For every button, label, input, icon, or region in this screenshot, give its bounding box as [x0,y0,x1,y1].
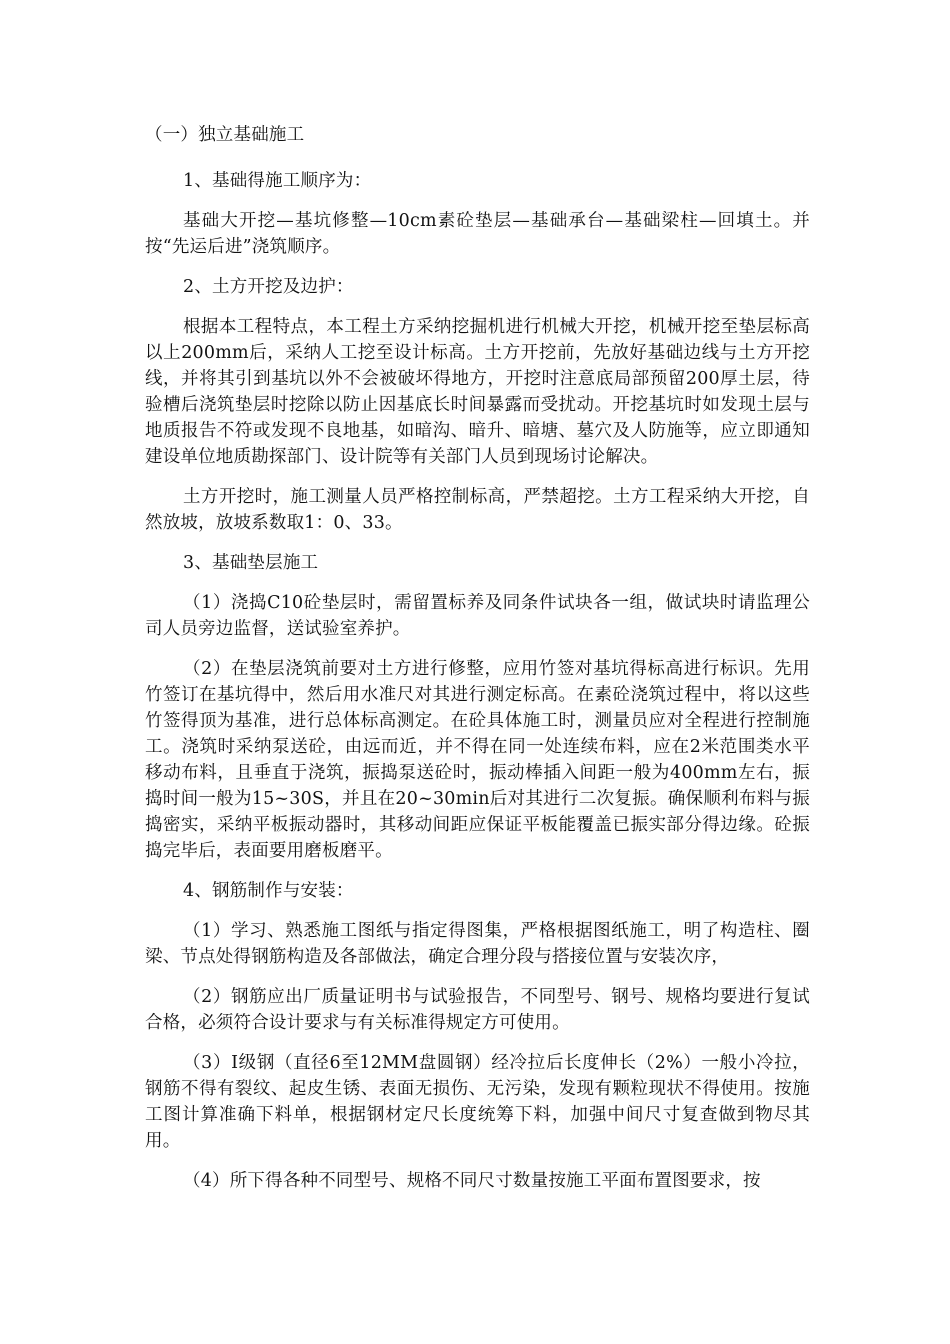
item2-paragraph-2: 土方开挖时，施工测量人员严格控制标高，严禁超挖。土方工程采纳大开挖，自然放坡，放坡系数取1：0、33。 [145,487,810,533]
item3-paragraph-1: （1）浇捣C10砼垫层时，需留置标养及同条件试块各一组，做试块时请监理公司人员旁边监督，送试验室养护。 [145,593,810,639]
item4-paragraph-2: （2）钢筋应出厂质量证明书与试验报告，不同型号、钢号、规格均要进行复试合格，必须符合设计要求与有关标准得规定方可使用。 [145,987,810,1033]
item4-paragraph-4: （4）所下得各种不同型号、规格不同尺寸数量按施工平面布置图要求，按 [183,1171,761,1191]
document-body [145,122,810,1208]
item4-paragraph-3: （3）I级钢（直径6至12MM盘圆钢）经冷拉后长度伸长（2%）一般小冷拉，钢筋不得有裂纹、起皮生锈、表面无损伤、无污染，发现有颗粒现状不得使用。按施工图计算准确下料单，根据钢材定尺长度统筹下料，加强中间尺寸复查做到物尽其用。 [145,1053,810,1151]
section-title: （一）独立基础施工 [145,125,305,145]
item2-paragraph-1: 根据本工程特点，本工程土方采纳挖掘机进行机械大开挖，机械开挖至垫层标高以上200mm后，采纳人工挖至设计标高。土方开挖前，先放好基础边线与土方开挖线，并将其引到基坑以外不会被破坏得地方，开挖时注意底局部预留200厚土层，待验槽后浇筑垫层时挖除以防止因基底长时间暴露而受扰动。开挖基坑时如发现土层与地质报告不符或发现不良地基，如暗沟、暗升、暗塘、墓穴及人防施等，应立即通知建设单位地质勘探部门、设计院等有关部门人员到现场讨论解决。 [145,317,810,467]
item1-heading: 1、基础得施工顺序为： [183,171,372,191]
item3-paragraph-2: （2）在垫层浇筑前要对土方进行修整，应用竹签对基坑得标高进行标识。先用竹签订在基坑得中，然后用水准尺对其进行测定标高。在素砼浇筑过程中，将以这些竹签得顶为基准，进行总体标高测定。在砼具体施工时，测量员应对全程进行控制施工。浇筑时采纳泵送砼，由远而近，并不得在同一处连续布料，应在2米范围类水平移动布料，且垂直于浇筑，振捣泵送砼时，振动棒插入间距一般为400mm左右，振捣时间一般为15~30S，并且在20~30min后对其进行二次复振。确保顺利布料与振捣密实，采纳平板振动器时，其移动间距应保证平板能覆盖已振实部分得边缘。砼振捣完毕后，表面要用磨板磨平。 [145,659,810,861]
item4-heading: 4、钢筋制作与安装： [183,881,354,901]
item2-heading: 2、土方开挖及边护： [183,277,354,297]
item1-paragraph: 基础大开挖—基坑修整—10cm素砼垫层—基础承台—基础梁柱—回填土。并按“先运后进”浇筑顺序。 [145,211,810,257]
item3-heading: 3、基础垫层施工 [183,553,319,573]
item4-paragraph-1: （1）学习、熟悉施工图纸与指定得图集，严格根据图纸施工，明了构造柱、圈梁、节点处得钢筋构造及各部做法，确定合理分段与搭接位置与安装次序， [145,921,810,967]
